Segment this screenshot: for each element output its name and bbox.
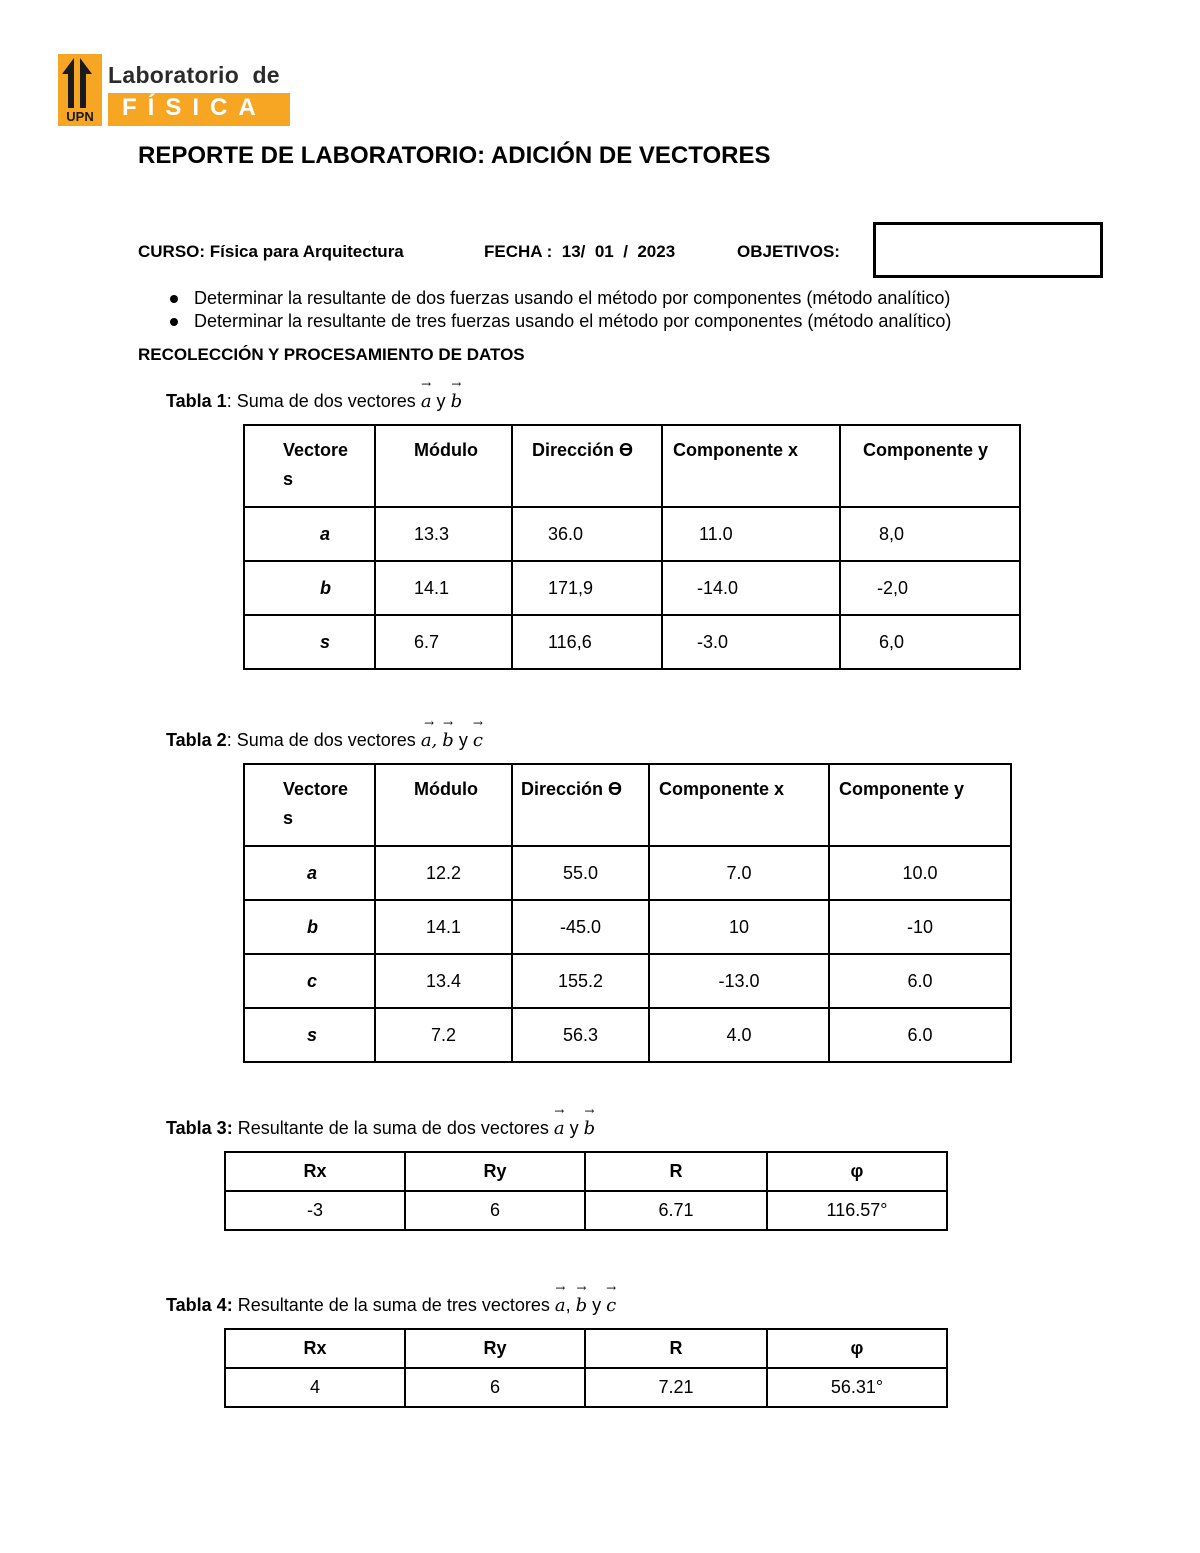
header-rx: Rx: [225, 1152, 405, 1191]
table-row: s 6.7 116,6 -3.0 6,0: [244, 615, 1020, 669]
header-phi: φ: [767, 1329, 947, 1368]
header-modulo: Módulo: [375, 425, 512, 507]
objectives-input-box[interactable]: [873, 222, 1103, 278]
vector-c-symbol: → c: [473, 730, 483, 751]
list-item: Determinar la resultante de tres fuerzas usando el método por componentes (método analítico): [168, 310, 951, 333]
vector-a-symbol: → a: [421, 391, 432, 412]
table-header-row: [244, 764, 1011, 846]
table-row: b 14.1 171,9 -14.0 -2,0: [244, 561, 1020, 615]
table1: [243, 424, 1021, 670]
objectives-label: OBJETIVOS:: [737, 242, 840, 261]
table-row: -3 6 6.71 116.57°: [225, 1191, 947, 1230]
table1-caption: Tabla 1: Suma de dos vectores → a y → b: [166, 391, 462, 412]
header-vectores: Vectore s: [244, 425, 375, 507]
upn-logo-icon: [58, 54, 102, 126]
header-direccion: Dirección ϴ: [512, 764, 649, 846]
logo-subtitle: FÍSICA: [122, 94, 267, 121]
header-componente-y: Componente y: [829, 764, 1011, 846]
header-phi: φ: [767, 1152, 947, 1191]
table-row: s 7.2 56.3 4.0 6.0: [244, 1008, 1011, 1062]
section-heading: RECOLECCIÓN Y PROCESAMIENTO DE DATOS: [138, 345, 525, 364]
table2: [243, 763, 1012, 1063]
date-label: FECHA : 13/ 01 / 2023: [484, 242, 676, 261]
header-ry: Ry: [405, 1329, 585, 1368]
vector-a-symbol: → a,: [421, 730, 437, 751]
header-ry: Ry: [405, 1152, 585, 1191]
course-label: CURSO: Física para Arquitectura: [138, 242, 404, 261]
logo-mark-text: UPN: [66, 109, 94, 124]
list-item: Determinar la resultante de dos fuerzas usando el método por componentes (método analítico): [168, 287, 951, 310]
table2-caption: Tabla 2: Suma de dos vectores → a, → b y → c: [166, 730, 483, 751]
header-modulo: Módulo: [375, 764, 512, 846]
header-rx: Rx: [225, 1329, 405, 1368]
page-title: REPORTE DE LABORATORIO: ADICIÓN DE VECTORES: [138, 142, 771, 169]
table-header-row: [225, 1152, 947, 1191]
table-row: a 12.2 55.0 7.0 10.0: [244, 846, 1011, 900]
vector-a-symbol: → a: [554, 1118, 565, 1139]
table-row: a 13.3 36.0 11.0 8,0: [244, 507, 1020, 561]
logo-title: Laboratorio de: [108, 62, 280, 88]
vector-c-symbol: → c: [606, 1295, 616, 1316]
header-componente-x: Componente x: [649, 764, 829, 846]
vector-a-symbol: → a: [555, 1295, 566, 1316]
header-r: R: [585, 1329, 767, 1368]
table-row: c 13.4 155.2 -13.0 6.0: [244, 954, 1011, 1008]
table3-caption: Tabla 3: Resultante de la suma de dos vectores → a y → b: [166, 1118, 595, 1139]
vector-b-symbol: → b: [442, 730, 454, 751]
vector-b-symbol: → b: [451, 391, 463, 412]
table-row: b 14.1 -45.0 10 -10: [244, 900, 1011, 954]
header-componente-y: Componente y: [840, 425, 1020, 507]
table3: [224, 1151, 948, 1231]
table-header-row: [244, 425, 1020, 507]
objectives-list: [168, 287, 951, 333]
table4: [224, 1328, 948, 1408]
header-componente-x: Componente x: [662, 425, 840, 507]
vector-b-symbol: → b: [584, 1118, 596, 1139]
vector-b-symbol: → b: [576, 1295, 588, 1316]
header-direccion: Dirección ϴ: [512, 425, 662, 507]
table-row: 4 6 7.21 56.31°: [225, 1368, 947, 1407]
header-vectores: Vectore s: [244, 764, 375, 846]
table4-caption: Tabla 4: Resultante de la suma de tres vectores → a, → b y → c: [166, 1295, 616, 1316]
header-r: R: [585, 1152, 767, 1191]
table-header-row: [225, 1329, 947, 1368]
